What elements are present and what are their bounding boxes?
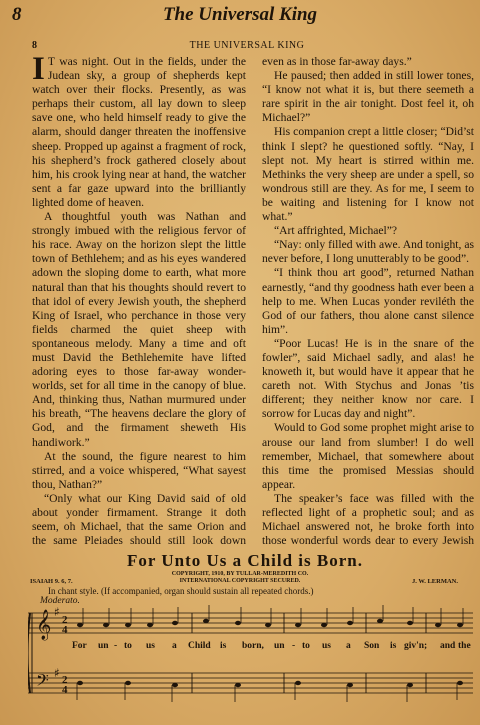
lyric-syllable: a — [346, 641, 351, 651]
paragraph: His companion crept a little closer; “Did’st think I slept? he questioned softly. “Nay, I slept not. My heart is stirred within me. Methinks the very sheep are under a spell, so wondrous still are they. As for me, I seem to be waiting and listening for I know not what.” — [262, 125, 474, 224]
copyright-line: COPYRIGHT, 1910, BY TULLAR-MEREDITH CO. — [171, 571, 309, 577]
treble-staff — [28, 613, 473, 633]
paragraph-text: T was night. Out in the fields, under the Judean sky, a group of shepherds kept watch over their flocks. Presently, as was perhaps their custom, all lay down to sleep save one, who held himself ready to give the alarm, should danger threaten the inoffensive sheep. Propped up against a fragment of rock, his shepherd’s frock gathered closely about him, his crook lying near at hand, the watcher sent a far gaze upward into the brilliantly lighted dome of heaven. — [32, 55, 246, 209]
paragraph: At the sound, the figure nearest to him stirred, and a voice whispered, “What sayest thou, Nathan?” — [32, 449, 246, 491]
paragraph-continuation: even as in those far-away days.” — [262, 55, 412, 68]
paragraph: A thoughtful youth was Nathan and strongly imbued with the religious fervor of his race. Away on the horizon slept the little town of Bethlehem; and as his eyes wandered adown the sloping dome to earth, what more natural than that his thoughts should revert to that idol of every Jewish youth, the shepherd King of Israel, who perchance in those very fields charmed the quiet sheep with spontaneous melody. Many a time and oft must David the Bethlehemite have lifted adoring eyes to those far-away wonder-worlds, set for all time in the canopy of blue. And, thinking thus, Nathan murmured under his breath, “The heavens declare the glory of God, and the firmament sheweth His handiwork.” — [32, 210, 246, 449]
lyric-syllable: is — [220, 641, 227, 651]
running-page-number: 8 — [32, 40, 38, 51]
svg-text:2: 2 — [62, 614, 68, 626]
lyric-syllable: born, — [242, 641, 264, 651]
lyric-syllable: us — [322, 641, 331, 651]
treble-notes — [77, 605, 463, 627]
music-score — [28, 605, 473, 725]
copyright-line: INTERNATIONAL COPYRIGHT SECURED. — [179, 578, 301, 584]
bass-staff — [28, 673, 473, 693]
tempo-marking: Moderato. — [40, 596, 80, 606]
lyric-syllable: and — [440, 641, 456, 651]
running-title: THE UNIVERSAL KING — [189, 40, 305, 51]
top-header — [12, 4, 468, 26]
top-title: The Universal King — [162, 4, 318, 25]
brace-icon — [28, 613, 30, 693]
bass-notes — [77, 681, 463, 702]
paragraph: “Nay: only filled with awe. And tonight, as never before, I long unutterably to be good”. — [262, 238, 474, 266]
hymn-title: For Unto Us a Child is Born. — [127, 551, 363, 570]
right-column — [262, 55, 474, 547]
lyric-syllable: Son — [364, 641, 380, 651]
lyric-syllable: - — [114, 641, 118, 651]
lyric-syllable: For — [72, 641, 87, 651]
time-signature — [62, 614, 68, 696]
treble-clef-icon: 𝄞 — [36, 610, 52, 640]
lyric-syllable: to — [124, 641, 132, 651]
paragraph: “I think thou art good”, returned Nathan earnestly, “and thy goodness hath ever been a help to me. When Lucas yonder reviléth the God of our fathers, thou alone canst silence him”. — [262, 266, 474, 336]
running-header — [32, 40, 462, 52]
paragraph: The speaker’s face was filled with the reflected light of a prophetic soul; and as Michael answered not, he broke forth into those wonderful words dear to every Jewish — [262, 491, 474, 547]
lyric-syllable: to — [302, 641, 310, 651]
svg-text:4: 4 — [62, 624, 68, 636]
lyric-syllable: the — [458, 641, 471, 651]
lyric-syllable: un — [274, 641, 285, 651]
composer: J. W. LERMAN. — [411, 578, 458, 585]
svg-text:2: 2 — [62, 674, 68, 686]
svg-text:♯: ♯ — [54, 666, 60, 680]
lyric-syllable: a — [172, 641, 177, 651]
lyric-syllable: giv'n; — [404, 641, 428, 651]
bass-clef-icon: 𝄢 — [36, 670, 49, 694]
svg-text:♯: ♯ — [54, 605, 60, 619]
paragraph: “Only what our King David said of old about yonder firmament. Strange it doth seem, oh Michael, that the same Orion and the same Pleiades should still look down — [32, 491, 246, 547]
lyric-syllable: is — [390, 641, 397, 651]
lyric-syllable: un — [98, 641, 109, 651]
svg-text:4: 4 — [62, 684, 68, 696]
paragraph: Would to God some prophet might arise to arouse our land from slumber! I do well remember, Michael, that somewhere about this time the promised Messias should appear. — [262, 421, 474, 491]
paragraph: “Art affrighted, Michael”? — [274, 224, 398, 238]
lyric-syllable: Child — [188, 641, 211, 651]
paragraph: He paused; then added in still lower tones, “I know not what it is, but there seemeth a rare spirit in the air tonight. Dost feel it, oh Michael?” — [262, 69, 474, 125]
lyric-syllable: us — [146, 641, 155, 651]
top-page-number: 8 — [12, 4, 22, 25]
paragraph: “Poor Lucas! He is in the snare of the fowler”, said Michael sadly, and alas! he knoweth it, but would have it appear that he careth not. With Stychus and Jonas ’tis different; they neither know nor care. I sorrow for Lucas day and night”. — [262, 336, 474, 421]
scripture-reference: ISAIAH 9. 6, 7. — [30, 578, 73, 585]
left-column — [32, 55, 246, 547]
lyric-syllable: - — [292, 641, 296, 651]
drop-cap: I — [32, 55, 45, 87]
performance-instruction: In chant style. (If accompanied, organ should sustain all repeated chords.) — [48, 586, 314, 596]
paragraph — [32, 55, 246, 210]
lyrics-line — [38, 641, 470, 655]
